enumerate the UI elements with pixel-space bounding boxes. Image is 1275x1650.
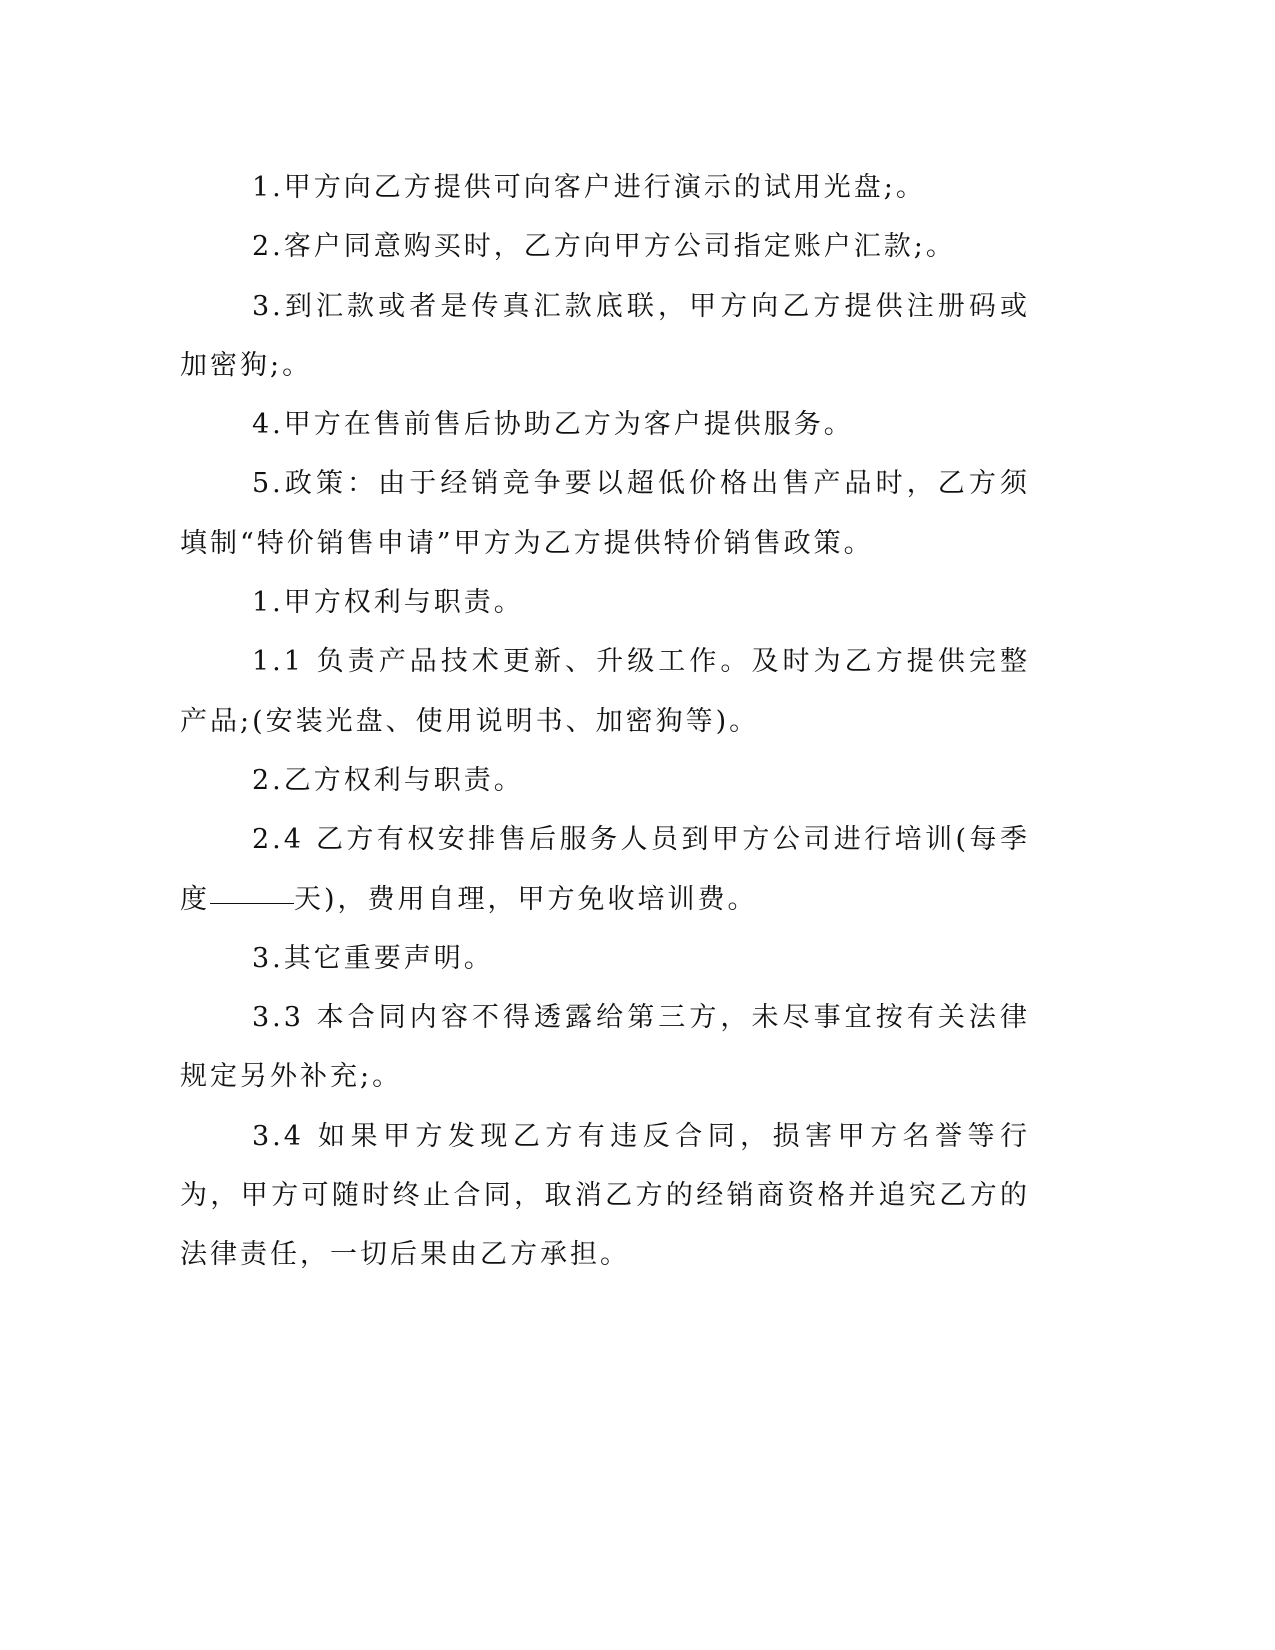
clause-3-3: 3.3 本合同内容不得透露给第三方，未尽事宜按有关法律规定另外补充;。 [180,1002,1030,1093]
clause-2-4 [180,810,1030,929]
clause-special-price-policy: 5.政策：由于经销竞争要以超低价格出售产品时，乙方须填制“特价销售申请”甲方为乙方提供特价销售政策。 [180,468,1030,559]
document-body [180,158,1030,1285]
clause-customer-payment: 2.客户同意购买时，乙方向甲方公司指定账户汇款;。 [252,231,956,263]
clause-2-4-text-after: 天)，费用自理，甲方免收培训费。 [294,883,758,915]
clause-demo-disc: 1.甲方向乙方提供可向客户进行演示的试用光盘;。 [252,172,926,203]
heading-other-statements: 3.其它重要声明。 [252,942,494,974]
clause-service-support: 4.甲方在售前售后协助乙方为客户提供服务。 [252,409,854,441]
heading-party-b-rights: 2.乙方权利与职责。 [252,764,524,796]
clause-1-1: 1.1 负责产品技术更新、升级工作。及时为乙方提供完整产品;(安装光盘、使用说明书、加密狗等)。 [180,646,1030,737]
clause-3-4: 3.4 如果甲方发现乙方有违反合同，损害甲方名誉等行为，甲方可随时终止合同，取消乙方的经销商资格并追究乙方的法律责任，一切后果由乙方承担。 [180,1120,1030,1271]
clause-registration-code: 3.到汇款或者是传真汇款底联，甲方向乙方提供注册码或加密狗;。 [180,290,1030,381]
heading-party-a-rights: 1.甲方权利与职责。 [252,587,524,619]
fill-in-blank-days [210,876,294,904]
clause-2-4-text-before: 2.4 乙方有权安排售后服务人员到甲方公司进行培训(每季度 [180,824,1030,915]
